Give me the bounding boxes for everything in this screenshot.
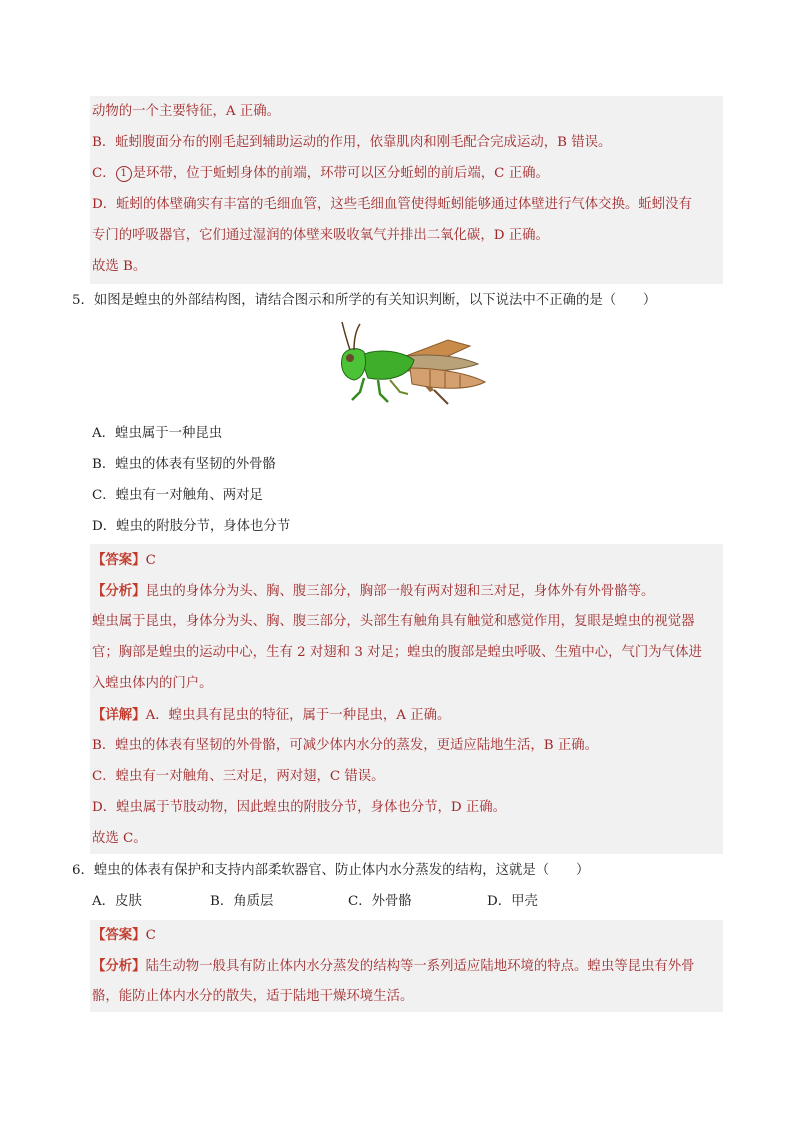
- q4-line-3: [92, 164, 549, 184]
- q4-line-4: D．蚯蚓的体壁确实有丰富的毛细血管，这些毛细血管使得蚯蚓能够通过体壁进行气体交换。蚯蚓没有: [92, 197, 692, 212]
- analysis-tag: 【分析】: [92, 958, 146, 974]
- circled-number-1: 1: [116, 166, 132, 182]
- q5-analysis-4: 入蝗虫体内的门户。: [92, 676, 213, 691]
- answer-tag: 【答案】: [92, 552, 146, 568]
- q5-option-a: A．蝗虫属于一种昆虫: [92, 426, 223, 441]
- q6-option-a: A．皮肤: [92, 894, 142, 909]
- answer-tag: 【答案】: [92, 927, 146, 943]
- q6-analysis-2: 骼，能防止体内水分的散失，适于陆地干燥环境生活。: [92, 989, 414, 1004]
- q5-detail-4: D．蝗虫属于节肢动物，因此蝗虫的附肢分节，身体也分节，D 正确。: [92, 800, 507, 815]
- q4-line-3-prefix: C．: [92, 166, 116, 181]
- q5-detail-3: C．蝗虫有一对触角、三对足，两对翅，C 错误。: [92, 769, 385, 784]
- q5-option-d: D．蝗虫的附肢分节，身体也分节: [92, 519, 291, 534]
- q4-line-3-rest: 是环带，位于蚯蚓身体的前端，环带可以区分蚯蚓的前后端，C 正确。: [132, 166, 549, 181]
- q6-option-b: B．角质层: [210, 894, 274, 909]
- answer-value: C: [145, 928, 156, 943]
- grasshopper-image: [330, 320, 490, 410]
- q5-answer: [92, 550, 156, 571]
- q5-detail-1: [92, 705, 450, 726]
- q6-option-d: D．甲壳: [487, 894, 538, 909]
- q6-option-c: C．外骨骼: [348, 894, 412, 909]
- answer-value: C: [145, 553, 156, 568]
- analysis-text: 昆虫的身体分为头、胸、腹三部分，胸部一般有两对翅和三对足，身体外有外骨骼等。: [145, 584, 655, 599]
- q4-line-1: 动物的一个主要特征，A 正确。: [92, 104, 281, 119]
- q4-conclusion: 故选 B。: [92, 259, 147, 274]
- q5-analysis-2: 蝗虫属于昆虫，身体分为头、胸、腹三部分，头部生有触角具有触觉和感觉作用，复眼是蝗虫的视觉器: [92, 614, 695, 629]
- detail-text: A．蝗虫具有昆虫的特征，属于一种昆虫，A 正确。: [145, 708, 451, 723]
- q6-analysis-1: [92, 956, 695, 977]
- q5-option-c: C．蝗虫有一对触角、两对足: [92, 488, 263, 503]
- q4-line-2: B．蚯蚓腹面分布的刚毛起到辅助运动的作用，依靠肌肉和刚毛配合完成运动，B 错误。: [92, 135, 612, 150]
- q4-line-5: 专门的呼吸器官，它们通过湿润的体壁来吸收氧气并排出二氧化碳，D 正确。: [92, 228, 549, 243]
- q6-stem: 6．蝗虫的体表有保护和支持内部柔软器官、防止体内水分蒸发的结构，这就是（ ）: [72, 863, 590, 878]
- analysis-tag: 【分析】: [92, 583, 146, 599]
- detail-tag: 【详解】: [92, 707, 146, 723]
- q5-analysis-1: [92, 581, 654, 602]
- q5-stem: 5．如图是蝗虫的外部结构图，请结合图示和所学的有关知识判断，以下说法中不正确的是（ ）: [72, 293, 657, 308]
- q6-answer: [92, 925, 156, 946]
- q5-detail-2: B．蝗虫的体表有坚韧的外骨骼，可减少体内水分的蒸发，更适应陆地生活，B 正确。: [92, 738, 598, 753]
- q5-option-b: B．蝗虫的体表有坚韧的外骨骼: [92, 457, 276, 472]
- analysis-text: 陆生动物一般具有防止体内水分蒸发的结构等一系列适应陆地环境的特点。蝗虫等昆虫有外骨: [145, 959, 695, 974]
- q5-conclusion: 故选 C。: [92, 831, 147, 846]
- q5-analysis-3: 官；胸部是蝗虫的运动中心，生有 2 对翅和 3 对足；蝗虫的腹部是蝗虫呼吸、生殖中心，气门为气体进: [92, 645, 702, 660]
- q4-explanation-block: [90, 96, 723, 284]
